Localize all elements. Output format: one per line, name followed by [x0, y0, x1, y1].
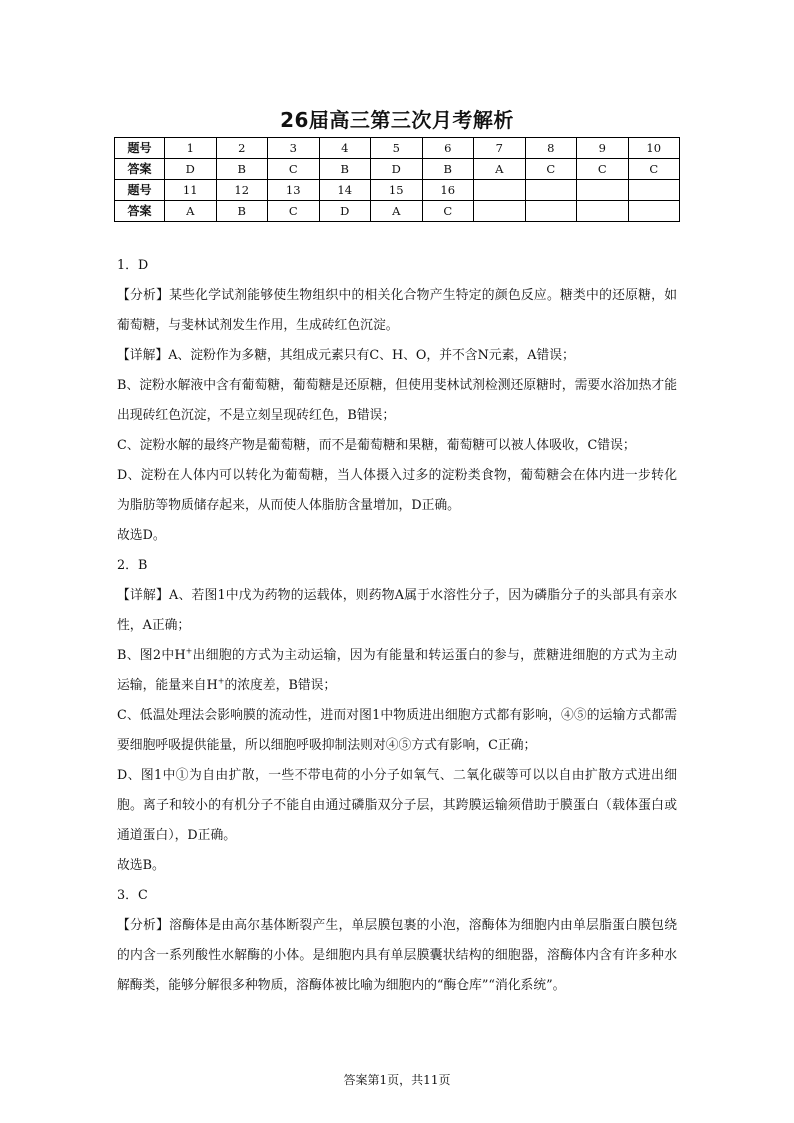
table-cell: 13: [268, 180, 320, 201]
table-row: [115, 159, 680, 180]
analysis-tag: 【分析】: [117, 288, 170, 303]
q2-detail-a: 【详解】A、若图1中戊为药物的运载体，则药物A属于水溶性分子，因为磷脂分子的头部具有亲水性，A正确；: [117, 588, 678, 633]
q2-heading: 2．B: [117, 558, 148, 573]
q1-detail-a: 【详解】A、淀粉作为多糖，其组成元素只有C、H、O，并不含N元素，A错误；: [117, 348, 575, 363]
q1-detail-d: D、淀粉在人体内可以转化为葡萄糖，当人体摄入过多的淀粉类食物，葡萄糖会在体内进一步转化为脂肪等物质储存起来，从而使人体脂肪含量增加，D正确。: [117, 468, 677, 513]
table-cell: A: [165, 201, 217, 222]
q1-conclusion: 故选D。: [117, 528, 166, 543]
table-cell: C: [628, 159, 680, 180]
table-cell: [525, 201, 577, 222]
q2-detail-b: B、图2中H+出细胞的方式为主动运输，因为有能量和转运蛋白的参与，蔗糖进细胞的方式为主动运输，能量来自H+的浓度差，B错误；: [117, 646, 677, 693]
explanation-body: [117, 251, 677, 1001]
row-label: 题号: [115, 180, 165, 201]
q1-analysis: 【分析】某些化学试剂能够使生物组织中的相关化合物产生特定的颜色反应。糖类中的还原糖，如葡萄糖，与斐林试剂发生作用，生成砖红色沉淀。: [117, 288, 678, 333]
table-cell: D: [319, 201, 371, 222]
q1-heading: 1．D: [117, 258, 149, 273]
table-cell: D: [165, 159, 217, 180]
table-cell: C: [268, 201, 320, 222]
detail-tag: 【详解】: [117, 348, 169, 363]
q1-detail-c: C、淀粉水解的最终产物是葡萄糖，而不是葡萄糖和果糖，葡萄糖可以被人体吸收，C错误；: [117, 438, 636, 453]
table-cell: 9: [577, 138, 629, 159]
q2-detail-d: D、图1中①为自由扩散，一些不带电荷的小分子如氧气、二氧化碳等可以以自由扩散方式进出细胞。离子和较小的有机分子不能自由通过磷脂双分子层，其跨膜运输须借助于膜蛋白（载体蛋白或通道蛋白），D正确。: [117, 768, 677, 843]
table-cell: B: [216, 201, 268, 222]
table-cell: [628, 201, 680, 222]
table-cell: 10: [628, 138, 680, 159]
table-cell: [474, 201, 526, 222]
table-cell: C: [268, 159, 320, 180]
table-row: [115, 201, 680, 222]
q1-detail-b: B、淀粉水解液中含有葡萄糖，葡萄糖是还原糖，但使用斐林试剂检测还原糖时，需要水浴加热才能出现砖红色沉淀，不是立刻呈现砖红色，B错误；: [117, 378, 677, 423]
row-label: 答案: [115, 201, 165, 222]
table-cell: [474, 180, 526, 201]
table-cell: A: [474, 159, 526, 180]
table-cell: [577, 201, 629, 222]
table-cell: 14: [319, 180, 371, 201]
q3-analysis: 【分析】溶酶体是由高尔基体断裂产生，单层膜包裹的小泡，溶酶体为细胞内由单层脂蛋白膜包绕的内含一系列酸性水解酶的小体。是细胞内具有单层膜囊状结构的细胞器，溶酶体内含有许多种水解酶类，能够分解很多种物质，溶酶体被比喻为细胞内的“酶仓库”“消化系统”。: [117, 918, 678, 993]
table-cell: C: [422, 201, 474, 222]
table-cell: [628, 180, 680, 201]
table-cell: 7: [474, 138, 526, 159]
table-cell: 4: [319, 138, 371, 159]
table-cell: 12: [216, 180, 268, 201]
table-cell: 16: [422, 180, 474, 201]
row-label: 题号: [115, 138, 165, 159]
table-cell: 3: [268, 138, 320, 159]
analysis-tag: 【分析】: [117, 918, 170, 933]
table-row: [115, 138, 680, 159]
table-cell: A: [371, 201, 423, 222]
table-cell: 11: [165, 180, 217, 201]
table-row: [115, 180, 680, 201]
table-cell: 1: [165, 138, 217, 159]
row-label: 答案: [115, 159, 165, 180]
table-cell: D: [371, 159, 423, 180]
table-cell: 15: [371, 180, 423, 201]
table-cell: C: [577, 159, 629, 180]
table-cell: 2: [216, 138, 268, 159]
page-footer: 答案第1页，共11页: [343, 1073, 451, 1087]
answer-table: [114, 137, 680, 222]
q3-heading: 3．C: [117, 888, 148, 903]
table-cell: B: [216, 159, 268, 180]
q2-conclusion: 故选B。: [117, 858, 165, 873]
table-cell: C: [525, 159, 577, 180]
table-cell: 5: [371, 138, 423, 159]
table-cell: B: [319, 159, 371, 180]
detail-tag: 【详解】: [117, 588, 169, 603]
table-cell: [525, 180, 577, 201]
table-cell: [577, 180, 629, 201]
table-cell: 6: [422, 138, 474, 159]
page-title: 26届高三第三次月考解析: [280, 108, 514, 132]
table-cell: B: [422, 159, 474, 180]
q2-detail-c: C、低温处理法会影响膜的流动性，进而对图1中物质进出细胞方式都有影响，④⑤的运输方式都需要细胞呼吸提供能量，所以细胞呼吸抑制法则对④⑤方式有影响，C正确；: [117, 708, 677, 753]
table-cell: 8: [525, 138, 577, 159]
